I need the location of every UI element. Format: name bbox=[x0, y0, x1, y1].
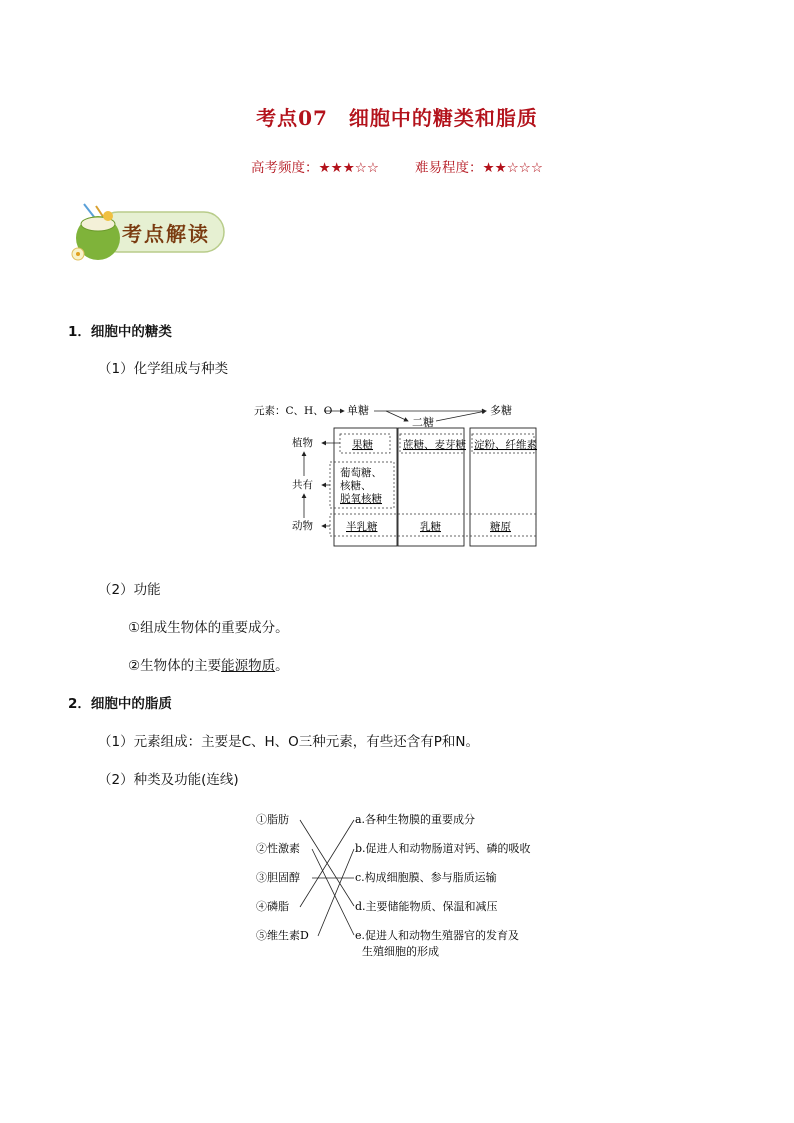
section1-sub2: （2）功能 bbox=[98, 582, 161, 598]
section2-heading: 2．细胞中的脂质 bbox=[68, 696, 172, 712]
lipid-left-4: ④磷脂 bbox=[256, 900, 289, 913]
lipid-right-e: e.促进人和动物生殖器官的发育及 bbox=[355, 929, 520, 942]
shared-line3: 脱氧核糖 bbox=[340, 493, 382, 505]
poly-label: 多糖 bbox=[490, 404, 512, 417]
frequency-label: 高考频度： bbox=[250, 160, 319, 176]
plant-label: 植物 bbox=[292, 437, 313, 449]
page-title: 考点07 细胞中的糖类和脂质 bbox=[256, 106, 538, 130]
lipid-right-c: c.构成细胞膜、参与脂质运输 bbox=[355, 871, 497, 884]
lipid-left-3: ③胆固醇 bbox=[256, 871, 300, 884]
elements-label: 元素：C、H、O bbox=[254, 405, 333, 417]
glycogen-text: 糖原 bbox=[490, 521, 511, 533]
lactose-text: 乳糖 bbox=[420, 521, 441, 533]
sucrose-maltose-text: 蔗糖、麦芽糖 bbox=[403, 439, 466, 451]
lipid-right-d: d.主要储能物质、保温和减压 bbox=[355, 900, 498, 913]
difficulty-label: 难易程度： bbox=[415, 160, 483, 176]
shared-label: 共有 bbox=[292, 479, 313, 491]
galactose-text: 半乳糖 bbox=[346, 521, 378, 533]
shared-line2: 核糖、 bbox=[340, 480, 372, 492]
lipid-right-e-cont: 生殖细胞的形成 bbox=[362, 945, 439, 958]
lipid-right-a: a.各种生物膜的重要成分 bbox=[355, 813, 476, 826]
lipid-matching-diagram bbox=[252, 806, 552, 966]
mono-label: 单糖 bbox=[347, 404, 369, 417]
shared-line1: 葡萄糖、 bbox=[340, 467, 382, 479]
rating-line bbox=[0, 156, 794, 176]
fructose-text: 果糖 bbox=[352, 439, 373, 451]
section2-sub2: （2）种类及功能(连线) bbox=[98, 772, 239, 788]
section1-heading: 1．细胞中的糖类 bbox=[68, 324, 172, 340]
lipid-left-1: ①脂肪 bbox=[256, 813, 289, 826]
lipid-left-5: ⑤维生素D bbox=[256, 929, 309, 942]
function-1: ①组成生物体的重要成分。 bbox=[128, 620, 289, 636]
section-banner bbox=[68, 200, 228, 264]
energy-substance: 能源物质 bbox=[221, 658, 276, 674]
banner-text: 考点解读 bbox=[122, 222, 210, 246]
function-2: ②生物体的主要能源物质。 bbox=[128, 658, 289, 674]
animal-label: 动物 bbox=[292, 520, 313, 532]
lipid-left-2: ②性激素 bbox=[256, 842, 300, 855]
section2-sub1: （1）元素组成：主要是C、H、O三种元素，有些还含有P和N。 bbox=[98, 734, 480, 750]
difficulty-stars: ★★☆☆☆ bbox=[482, 160, 544, 176]
section1-sub1: （1）化学组成与种类 bbox=[98, 361, 229, 377]
frequency-stars: ★★★☆☆ bbox=[318, 160, 379, 176]
sugar-diagram bbox=[250, 396, 550, 552]
lipid-right-b: b.促进人和动物肠道对钙、磷的吸收 bbox=[355, 842, 531, 855]
starch-cellulose-text: 淀粉、纤维素 bbox=[474, 439, 537, 451]
di-label: 二糖 bbox=[412, 416, 434, 429]
